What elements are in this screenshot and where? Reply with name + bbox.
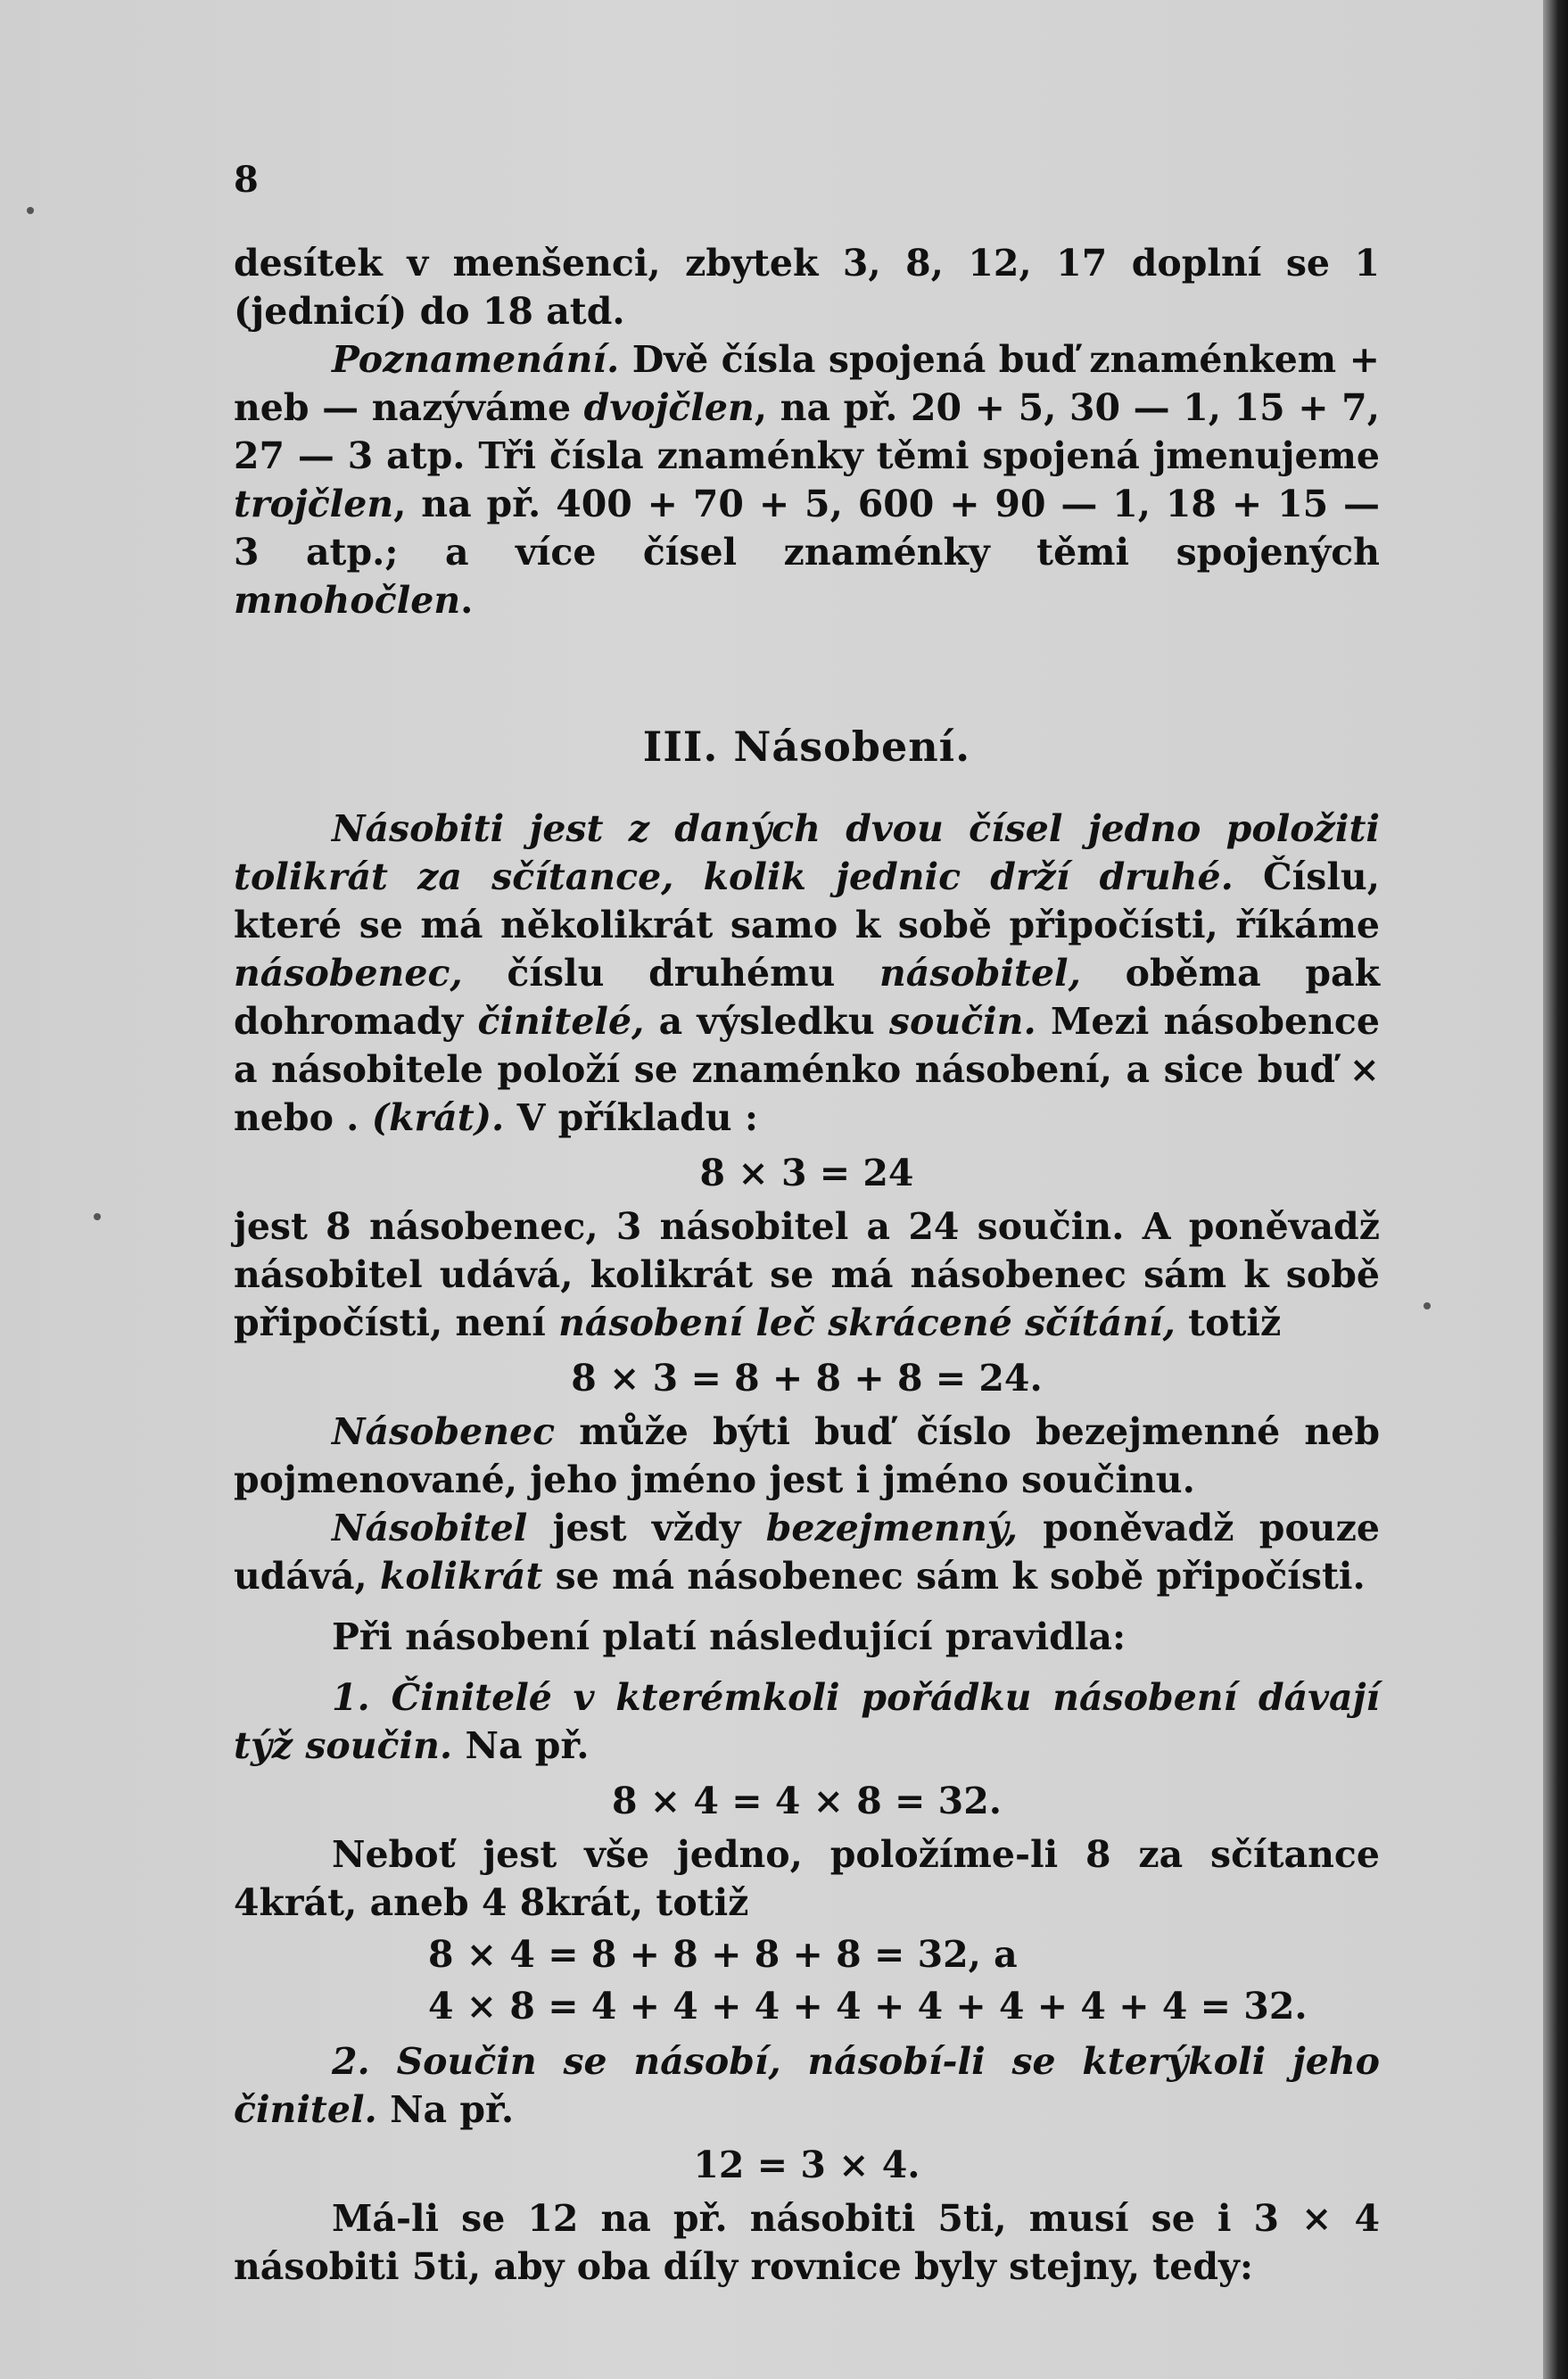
rule-1-text: 1. Činitelé v kterémkoli pořádku násobení dávají týž součin.	[234, 1676, 1380, 1767]
paragraph-3	[234, 1408, 1380, 1504]
text-run: Na př.	[376, 2088, 515, 2131]
text-run: Na př.	[452, 1724, 590, 1767]
text-run: , na př. 20 + 5, 30 — 1, 15 + 7, 27 — 3 atp. Tři čísla znaménky těmi spojená jmenujeme	[234, 386, 1380, 477]
formula-1: 8 × 3 = 24	[699, 1152, 914, 1194]
term-nasobenec: Násobenec	[332, 1410, 556, 1453]
paper-speck	[94, 1213, 101, 1220]
page-edge-shadow	[1543, 0, 1568, 2379]
term-nasobenec: násobenec,	[234, 952, 463, 995]
text-run: a výsledku	[644, 1000, 889, 1043]
term-kolikrat: kolikrát	[379, 1555, 543, 1598]
section-heading: III. Násobení.	[642, 723, 971, 771]
formula-4: 8 × 4 = 8 + 8 + 8 + 8 = 32, a	[428, 1933, 1018, 1976]
text-run: jest vždy	[527, 1507, 766, 1549]
text-run: totiž	[1175, 1301, 1282, 1344]
term-dvojclen: dvojčlen	[583, 386, 755, 429]
term-bezejmenny: bezejmenný,	[765, 1507, 1018, 1549]
term-krat: (krát).	[371, 1096, 505, 1139]
text-run: Mezi násobence a násobitele položí se znaménko násobení, a sice buď × nebo .	[234, 1000, 1380, 1139]
term-cinitele: činitelé,	[477, 1000, 645, 1043]
formula-6: 12 = 3 × 4.	[693, 2144, 920, 2186]
term-soucin: součin.	[888, 1000, 1036, 1043]
emphasis: násobení leč skrácené sčítání,	[558, 1301, 1176, 1344]
paragraph-6: Neboť jest vše jedno, položíme-li 8 za sčítance 4krát, aneb 4 8krát, totiž	[234, 1833, 1380, 1924]
formula-2: 8 × 3 = 8 + 8 + 8 = 24.	[571, 1357, 1043, 1400]
text-run: Dvě čísla spojená buď znaménkem + neb — nazýváme	[234, 338, 1380, 429]
text-run: číslu druhému	[462, 952, 879, 995]
text-run: Číslu, které se má několikrát samo k sobě připočísti, říkáme	[234, 855, 1380, 946]
term-trojclen: trojčlen	[234, 483, 394, 525]
paper-speck	[27, 207, 34, 214]
definition-text: Násobiti jest z daných dvou čísel jedno položiti tolikrát za sčítance, kolik jednic drží druhé.	[234, 807, 1380, 898]
text-run: V příkladu :	[504, 1096, 758, 1139]
paper-speck	[1424, 1302, 1431, 1309]
text-run: jest 8 násobenec, 3 násobitel a 24 součin. A poněvadž násobitel udává, kolikrát se má násobenec sám k sobě připočísti, není	[234, 1205, 1380, 1344]
text-run: může býti buď číslo bezejmenné neb pojmenované, jeho jméno jest i jméno součinu.	[234, 1410, 1380, 1501]
note-label: Poznamenání.	[332, 338, 620, 381]
term-nasobitel: násobitel,	[879, 952, 1081, 995]
text-run: , na př. 400 + 70 + 5, 600 + 90 — 1, 18 + 15 — 3 atp.; a více čísel znaménky těmi spojených	[234, 483, 1380, 574]
paragraph-7: Má-li se 12 na př. násobiti 5ti, musí se i 3 × 4 násobiti 5ti, aby oba díly rovnice byly stejny, tedy:	[234, 2197, 1380, 2288]
paragraph-4	[234, 1504, 1380, 1600]
term-nasobitel: Násobitel	[332, 1507, 528, 1549]
page-number: 8	[234, 159, 259, 201]
paragraph-5: Při násobení platí následující pravidla:	[332, 1615, 1126, 1658]
page-text	[234, 239, 1380, 2291]
definition-paragraph	[234, 805, 1380, 1142]
term-mnohoclen: mnohočlen	[234, 579, 461, 622]
rule-1	[234, 1673, 1380, 1770]
text-run: se má násobenec sám k sobě připočísti.	[542, 1555, 1366, 1598]
rule-2	[234, 2037, 1380, 2134]
note-paragraph	[234, 335, 1380, 624]
text-run: poněvadž pouze udává,	[234, 1507, 1380, 1598]
formula-3: 8 × 4 = 4 × 8 = 32.	[611, 1780, 1003, 1822]
paragraph-2	[234, 1202, 1380, 1347]
text-run: .	[460, 579, 474, 622]
rule-2-text: 2. Součin se násobí, násobí-li se kterýkoli jeho činitel.	[234, 2040, 1380, 2131]
paragraph-continuation: desítek v menšenci, zbytek 3, 8, 12, 17 doplní se 1 (jednicí) do 18 atd.	[234, 242, 1380, 333]
text-run: oběma pak dohromady	[234, 952, 1380, 1043]
formula-5: 4 × 8 = 4 + 4 + 4 + 4 + 4 + 4 + 4 + 4 = 32.	[428, 1985, 1308, 2028]
